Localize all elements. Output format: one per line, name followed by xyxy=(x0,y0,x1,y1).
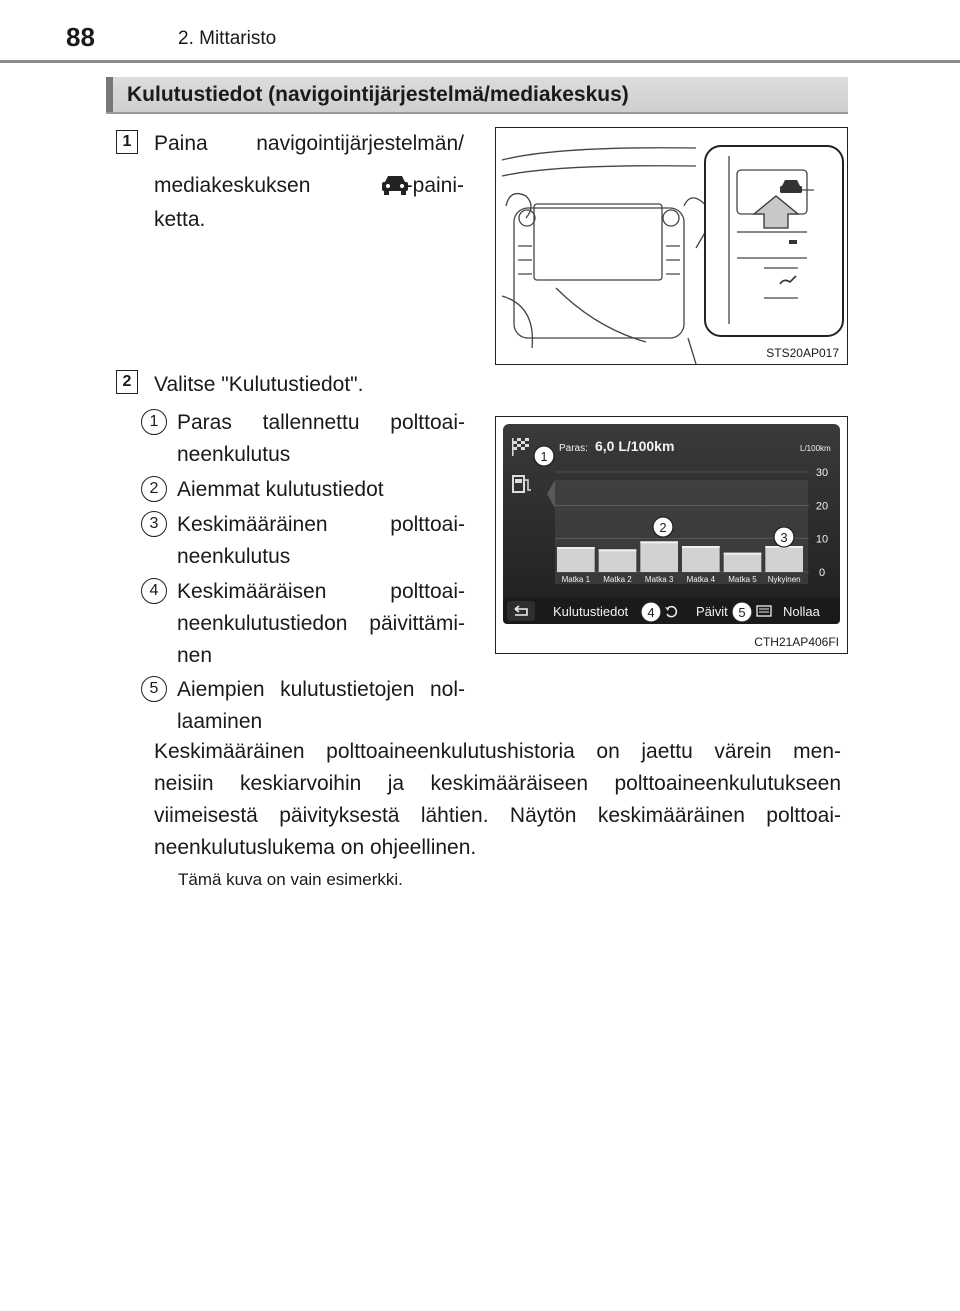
chart-bar xyxy=(682,546,720,572)
svg-text:2: 2 xyxy=(659,520,667,535)
bar-label: Matka 1 xyxy=(561,575,591,584)
step-1-line2a: mediakeskuksen xyxy=(154,174,311,197)
update-button[interactable]: Päivit xyxy=(696,604,728,619)
bar-label: Matka 3 xyxy=(644,575,674,584)
paragraph-line: Keskimääräinen polttoaineenkulutushistoria on jaettu värein men- xyxy=(154,740,841,763)
svg-text:4: 4 xyxy=(647,605,655,620)
reset-button[interactable]: Nollaa xyxy=(783,604,820,619)
section-title: Kulutustiedot (navigointijärjestelmä/mediakeskus) xyxy=(127,83,629,106)
bar-label: Matka 5 xyxy=(728,575,757,584)
section-accent xyxy=(106,77,113,112)
explanation-paragraph xyxy=(154,736,841,864)
item-5-text: Aiempien kulutustietojen nol- laaminen xyxy=(177,678,465,733)
bar-label: Nykyinen xyxy=(767,575,801,584)
step-1-line2b: -paini- xyxy=(405,174,464,197)
chart-bar-top xyxy=(640,541,678,543)
step-1-marker: 1 xyxy=(116,130,138,154)
chart-bar xyxy=(765,546,803,572)
paragraph-line: viimeisestä päivityksestä lähtien. Näytön keskimääräinen polttoai- xyxy=(154,804,841,827)
item-1-text: Paras tallennettu polttoai- neenkulutus xyxy=(177,411,465,466)
item-5-number: 5 xyxy=(141,676,167,702)
chart-bar-top xyxy=(724,553,762,555)
y-tick-label: 30 xyxy=(815,467,829,479)
screen-best-label: Paras: xyxy=(559,443,588,454)
figure-1-code: STS20AP017 xyxy=(766,346,839,360)
y-tick-label: 20 xyxy=(815,500,829,513)
callout-1 xyxy=(534,446,554,466)
dashboard-illustration xyxy=(496,128,847,364)
chart-bar-top xyxy=(557,547,595,549)
chart-bar xyxy=(640,541,678,572)
bar-label: Matka 4 xyxy=(686,575,716,584)
item-4-number: 4 xyxy=(141,578,167,604)
step-1-line2 xyxy=(154,170,464,202)
screen-unit: L/100km xyxy=(800,444,831,453)
consumption-screen xyxy=(503,424,840,624)
example-note: Tämä kuva on vain esimerkki. xyxy=(178,870,403,889)
chart-bar xyxy=(599,549,637,572)
screen-figure xyxy=(495,416,848,654)
paragraph-line: neisiin keskiarvoihin ja keskimääräiseen polttoaineenkulutukseen xyxy=(154,772,841,795)
step-1-text xyxy=(154,128,464,160)
header-rule xyxy=(0,60,960,63)
chapter-title: 2. Mittaristo xyxy=(178,28,277,49)
y-tick-label: 0 xyxy=(818,567,826,579)
figure-2-code: CTH21AP406FI xyxy=(754,635,839,649)
callout-5 xyxy=(732,602,752,622)
item-2-number: 2 xyxy=(141,476,167,502)
callout-4 xyxy=(641,602,661,622)
y-tick-label: 10 xyxy=(815,533,829,546)
item-3-number: 3 xyxy=(141,511,167,537)
step-2-marker: 2 xyxy=(116,370,138,394)
item-4-text: Keskimääräisen polttoai- neenkulutustiedon päivittämi- nen xyxy=(177,580,465,667)
step-1-line3: ketta. xyxy=(154,208,206,231)
svg-text:3: 3 xyxy=(780,530,788,545)
dashboard-figure xyxy=(495,127,848,365)
item-1-number: 1 xyxy=(141,409,167,435)
svg-text:5: 5 xyxy=(738,605,746,620)
screen-best-value: 6,0 L/100km xyxy=(595,438,675,454)
chart-bar-top xyxy=(599,549,637,551)
section-title-bar xyxy=(106,77,848,114)
chart-bar-top xyxy=(682,546,720,548)
chart-bar xyxy=(724,553,762,572)
step-2-text: Valitse "Kulutustiedot". xyxy=(154,373,364,396)
back-button[interactable] xyxy=(507,601,535,621)
callout-3 xyxy=(774,527,794,547)
step-1-word-paina: Paina xyxy=(154,132,208,155)
paragraph-line: neenkulutuslukema on ohjeellinen. xyxy=(154,836,477,859)
callout-2 xyxy=(653,517,673,537)
step-1-word-nav: navigointijärjestelmän/ xyxy=(256,132,464,155)
chart-bar xyxy=(557,547,595,572)
item-3-text: Keskimääräinen polttoai- neenkulutus xyxy=(177,513,465,568)
page-number: 88 xyxy=(66,22,95,52)
svg-text:1: 1 xyxy=(540,449,548,464)
kulutustiedot-tab[interactable]: Kulutustiedot xyxy=(553,604,629,619)
bar-label: Matka 2 xyxy=(603,575,632,584)
item-2-text: Aiemmat kulutustiedot xyxy=(177,478,384,501)
